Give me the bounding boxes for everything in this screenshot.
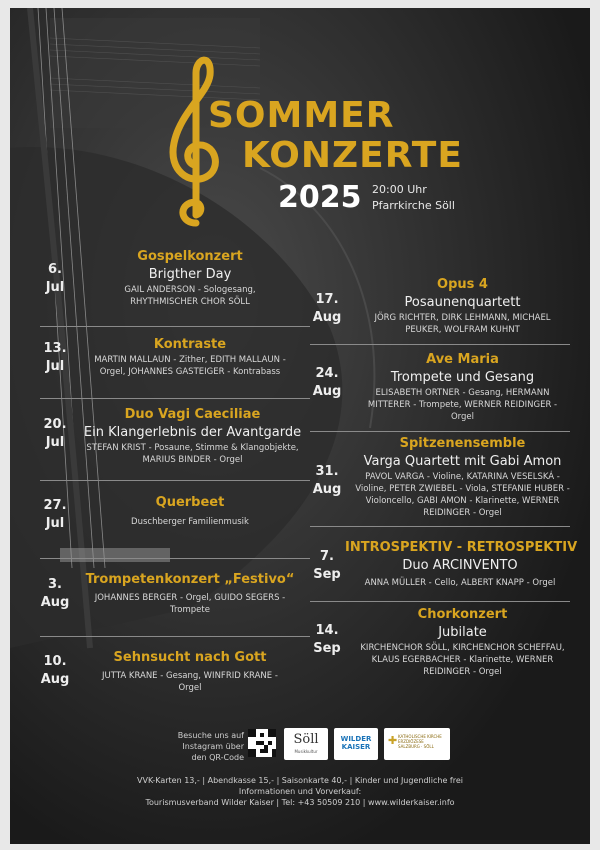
event-performers: ANNA MÜLLER - Cello, ALBERT KNAPP - Orgel <box>364 578 556 588</box>
contact-info: Tourismusverband Wilder Kaiser | Tel: +43 50509 210 | www.wilderkaiser.info <box>145 798 455 807</box>
footer-info <box>110 775 490 808</box>
event-name: Ave Maria <box>426 352 499 367</box>
event-month: Jul <box>45 435 65 450</box>
event-month: Sep <box>313 567 341 582</box>
event-date <box>30 416 80 452</box>
divider <box>40 398 310 399</box>
event-entry <box>360 276 565 336</box>
event-day: 31. <box>315 464 339 479</box>
event-name: INTROSPEKTIV - RETROSPEKTIV <box>345 540 578 555</box>
event-performers: JÖRG RICHTER, DIRK LEHMANN, MICHAEL PEUKER, WOLFRAM KUHNT <box>374 313 551 335</box>
event-day: 20. <box>43 417 67 432</box>
event-date <box>302 622 352 658</box>
divider <box>40 636 310 637</box>
event-performers: MARTIN MALLAUN - Zither, EDITH MALLAUN - Orgel, JOHANNES GASTEIGER - Kontrabass <box>94 355 286 377</box>
event-month: Aug <box>312 310 342 325</box>
logo-wilder-kaiser-text: WILDER KAISER <box>340 735 372 751</box>
event-performers: Duschberger Familienmusik <box>131 517 249 527</box>
event-date <box>30 653 80 689</box>
event-month: Aug <box>40 672 70 687</box>
event-name: Querbeet <box>155 495 225 510</box>
event-performers: JUTTA KRANE - Gesang, WINFRID KRANE - Orgel <box>102 671 278 693</box>
event-performers: PAVOL VARGA - Violine, KATARINA VESELSKÁ - Violine, PETER ZWIEBEL - Viola, STEFANIE HUBER - Violoncello, GABI AMON - Klarinette, WERNER REIDINGER - Orgel <box>355 472 570 518</box>
divider <box>40 480 310 481</box>
event-date <box>302 291 352 327</box>
event-subtitle: Brigther Day <box>148 267 232 282</box>
event-name: Spitzenensemble <box>399 436 526 451</box>
concert-time: 20:00 Uhr <box>372 183 427 196</box>
event-date <box>302 365 352 401</box>
event-day: 13. <box>43 341 67 356</box>
event-day: 17. <box>315 292 339 307</box>
ticket-prices: VVK-Karten 13,- | Abendkasse 15,- | Saisonkarte 40,- | Kinder und Jugendliche frei <box>137 776 463 785</box>
concert-location: Pfarrkirche Söll <box>372 199 455 212</box>
event-day: 7. <box>320 549 334 564</box>
event-name: Gospelkonzert <box>137 249 243 264</box>
event-day: 10. <box>43 654 67 669</box>
event-performers: ELISABETH ORTNER - Gesang, HERMANN MITTERER - Trompete, WERNER REIDINGER - Orgel <box>367 388 558 422</box>
event-performers: STEFAN KRIST - Posaune, Stimme & Klangobjekte, MARIUS BINDER - Orgel <box>86 443 299 465</box>
divider <box>310 601 570 602</box>
event-entry <box>90 248 290 308</box>
presale-label: Informationen und Vorverkauf: <box>238 787 362 796</box>
event-day: 14. <box>315 623 339 638</box>
concert-poster <box>10 8 590 844</box>
event-day: 24. <box>315 366 339 381</box>
event-entry <box>85 336 295 378</box>
event-entry <box>85 571 295 616</box>
divider <box>310 344 570 345</box>
logo-kirche-text: KATHOLISCHE KIRCHE ERZDIÖZESE SALZBURG · SÖLL <box>398 734 442 749</box>
event-month: Sep <box>313 641 341 656</box>
year: 2025 <box>278 180 362 215</box>
event-performers: GAIL ANDERSON - Sologesang, RHYTHMISCHER CHOR SÖLL <box>124 285 256 307</box>
treble-clef-icon <box>160 53 230 228</box>
event-performers: KIRCHENCHOR SÖLL, KIRCHENCHOR SCHEFFAU, KLAUS EGERBACHER - Klarinette, WERNER REIDINGER - Orgel <box>360 643 565 677</box>
divider <box>310 526 570 527</box>
title-block <box>160 53 580 233</box>
event-name: Opus 4 <box>437 277 488 292</box>
event-date <box>30 340 80 376</box>
logo-wilder-kaiser <box>334 728 378 760</box>
event-subtitle: Trompete und Gesang <box>390 370 535 385</box>
event-performers: JOHANNES BERGER - Orgel, GUIDO SEGERS - Trompete <box>94 593 286 615</box>
qr-code-icon[interactable] <box>248 729 276 757</box>
divider <box>310 431 570 432</box>
event-month: Jul <box>45 516 65 531</box>
logo-katholische-kirche <box>384 728 450 760</box>
instagram-note: Besuche uns auf Instagram über den QR-Code <box>177 731 244 762</box>
event-name: Chorkonzert <box>417 607 508 622</box>
event-month: Aug <box>312 482 342 497</box>
divider <box>40 326 310 327</box>
event-date <box>30 261 80 297</box>
cross-icon: ✚ <box>388 734 398 747</box>
event-subtitle: Duo ARCINVENTO <box>402 558 518 573</box>
event-entry <box>345 539 578 589</box>
title-sommer: SOMMER <box>208 95 395 136</box>
event-subtitle: Posaunenquartett <box>404 295 521 310</box>
event-name: Trompetenkonzert „Festivo“ <box>85 572 295 587</box>
logo-soell-subtext: Musikkultur <box>294 749 318 754</box>
event-month: Jul <box>45 280 65 295</box>
event-entry <box>80 406 305 466</box>
event-date <box>30 497 80 533</box>
event-subtitle: Ein Klangerlebnis der Avantgarde <box>83 425 302 440</box>
event-entry <box>355 435 570 519</box>
logo-soell-text: Söll <box>293 732 319 747</box>
event-month: Aug <box>40 595 70 610</box>
event-name: Sehnsucht nach Gott <box>113 650 267 665</box>
event-name: Kontraste <box>153 337 227 352</box>
event-date <box>30 576 80 612</box>
logo-soell <box>284 728 328 760</box>
event-entry <box>355 606 570 678</box>
event-day: 6. <box>48 262 62 277</box>
event-entry <box>90 494 290 528</box>
event-day: 3. <box>48 577 62 592</box>
event-day: 27. <box>43 498 67 513</box>
event-month: Jul <box>45 359 65 374</box>
event-subtitle: Jubilate <box>438 625 487 640</box>
event-subtitle: Varga Quartett mit Gabi Amon <box>363 454 562 469</box>
event-entry <box>90 649 290 694</box>
divider <box>40 558 310 559</box>
event-month: Aug <box>312 384 342 399</box>
title-konzerte: KONZERTE <box>242 135 463 176</box>
event-date <box>302 463 352 499</box>
event-entry <box>360 351 565 423</box>
event-name: Duo Vagi Caeciliae <box>124 407 261 422</box>
